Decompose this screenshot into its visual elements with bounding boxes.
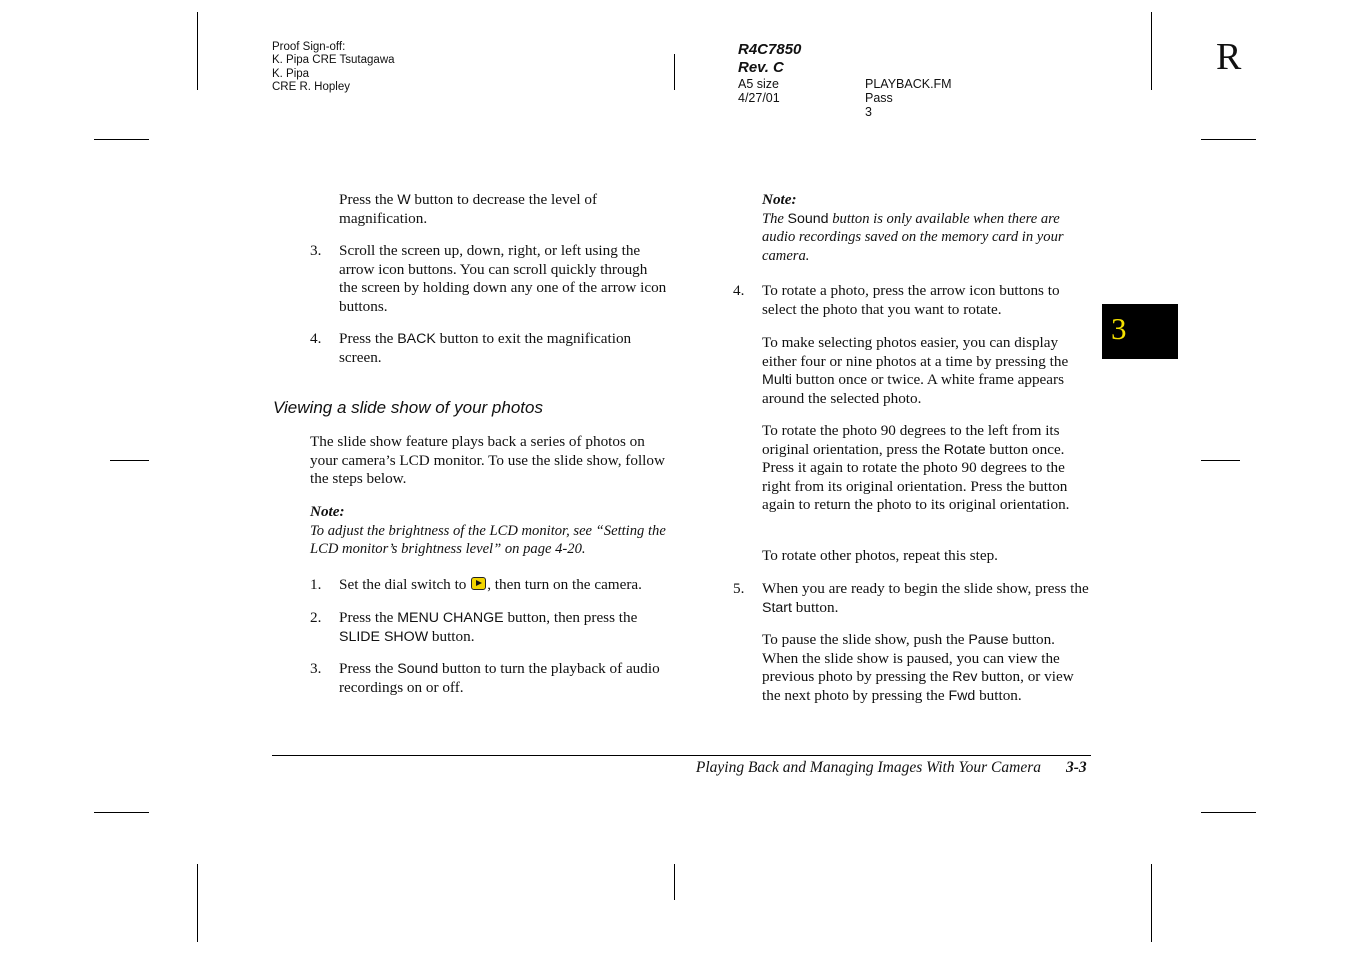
chapter-tab-number: 3	[1111, 311, 1127, 346]
section-heading: Viewing a slide show of your photos	[273, 398, 543, 417]
step-text: Press the MENU CHANGE button, then press the SLIDE SHOW button.	[339, 609, 638, 645]
step-number: 3.	[310, 660, 322, 677]
button-name-multi: Multi	[762, 372, 792, 388]
button-name-menu-change: MENU CHANGE	[397, 610, 504, 626]
crop-mark	[674, 54, 675, 90]
proof-line: CRE R. Hopley	[272, 80, 350, 93]
proof-line: K. Pipa	[272, 67, 310, 80]
button-name-sound: Sound	[787, 210, 829, 227]
document-revision: Rev. C	[738, 59, 784, 76]
crop-letter: R	[1216, 36, 1242, 78]
crop-mark	[1201, 139, 1256, 140]
step-number: 5.	[733, 580, 745, 597]
footer-rule	[272, 755, 1091, 756]
button-name-slide-show: SLIDE SHOW	[339, 628, 429, 645]
document-code: R4C7850	[738, 41, 802, 58]
crop-mark	[197, 864, 198, 942]
page-size: A5 size	[738, 77, 779, 91]
crop-mark	[197, 12, 198, 90]
chapter-tab	[1102, 304, 1178, 359]
proof-pass: Pass 3	[865, 91, 893, 119]
button-name-rev: Rev	[952, 669, 978, 685]
step-text: To rotate a photo, press the arrow icon buttons to select the photo that you want to rotate.	[762, 282, 1060, 318]
crop-mark	[1151, 864, 1152, 942]
body-paragraph: To make selecting photos easier, you can display either four or nine photos at a time by pressing the Multi button once or twice. A white frame appears around the selected photo.	[762, 334, 1069, 407]
note-block	[762, 191, 1088, 265]
crop-mark	[674, 864, 675, 900]
crop-mark	[1201, 460, 1240, 461]
note-title: Note:	[762, 191, 797, 208]
crop-mark	[94, 812, 149, 813]
note-text: The Sound button is only available when there are audio recordings saved on the memory card in your camera.	[762, 210, 1064, 264]
button-name-rotate: Rotate	[943, 441, 986, 458]
document-code-block	[738, 41, 952, 119]
button-name-w: W	[397, 192, 411, 208]
proof-line: Proof Sign-off:	[272, 41, 346, 53]
step-number: 3.	[310, 242, 322, 259]
proof-signoff	[272, 41, 395, 94]
step-text: Scroll the screen up, down, right, or left using the arrow icon buttons. You can scroll quickly through the screen by holding down any one of the arrow icon buttons.	[339, 242, 667, 315]
button-name-pause: Pause	[968, 632, 1009, 648]
proof-line: K. Pipa CRE Tsutagawa	[272, 54, 395, 67]
page-number: 3-3	[1066, 759, 1087, 776]
step-number: 4.	[733, 282, 745, 299]
step-text: Press the Sound button to turn the playback of audio recordings on or off.	[339, 660, 660, 696]
step-number: 4.	[310, 330, 322, 347]
crop-mark	[1201, 812, 1256, 813]
step-number: 2.	[310, 609, 322, 626]
file-name: PLAYBACK.FM	[865, 77, 952, 91]
body-paragraph: To pause the slide show, push the Pause button. When the slide show is paused, you can view the previous photo by pressing the Rev button, or view the next photo by pressing the Fwd button.	[762, 631, 1074, 704]
body-paragraph: To rotate the photo 90 degrees to the left from its original orientation, press the Rotate button once. Press it again to rotate the photo 90 degrees to the right from its original orientation. Press the button again to return the photo to its original orientation.	[762, 422, 1070, 513]
body-paragraph: The slide show feature plays back a series of photos on your camera’s LCD monitor. To use the slide show, follow the steps below.	[310, 433, 665, 487]
playback-mode-icon	[471, 577, 486, 590]
step-text: When you are ready to begin the slide show, press the Start button.	[762, 580, 1089, 616]
button-name-fwd: Fwd	[948, 687, 976, 704]
note-block	[310, 503, 670, 559]
body-paragraph: To rotate other photos, repeat this step.	[762, 547, 998, 564]
crop-mark	[94, 139, 149, 140]
button-name-back: BACK	[397, 331, 436, 347]
button-name-sound: Sound	[397, 661, 439, 677]
step-number: 1.	[310, 576, 322, 593]
step-text: Press the BACK button to exit the magnification screen.	[339, 330, 632, 366]
step-text: Set the dial switch to , then turn on the camera.	[339, 576, 642, 593]
footer-title: Playing Back and Managing Images With Your Camera	[695, 759, 1041, 776]
note-title: Note:	[310, 503, 345, 520]
proof-date: 4/27/01	[738, 91, 780, 105]
intro-paragraph: Press the W button to decrease the level of magnification.	[339, 191, 598, 227]
crop-mark	[110, 460, 149, 461]
note-text: To adjust the brightness of the LCD monitor, see “Setting the LCD monitor’s brightness level” on page 4-20.	[310, 522, 666, 557]
crop-mark	[1151, 12, 1152, 90]
button-name-start: Start	[762, 599, 792, 616]
